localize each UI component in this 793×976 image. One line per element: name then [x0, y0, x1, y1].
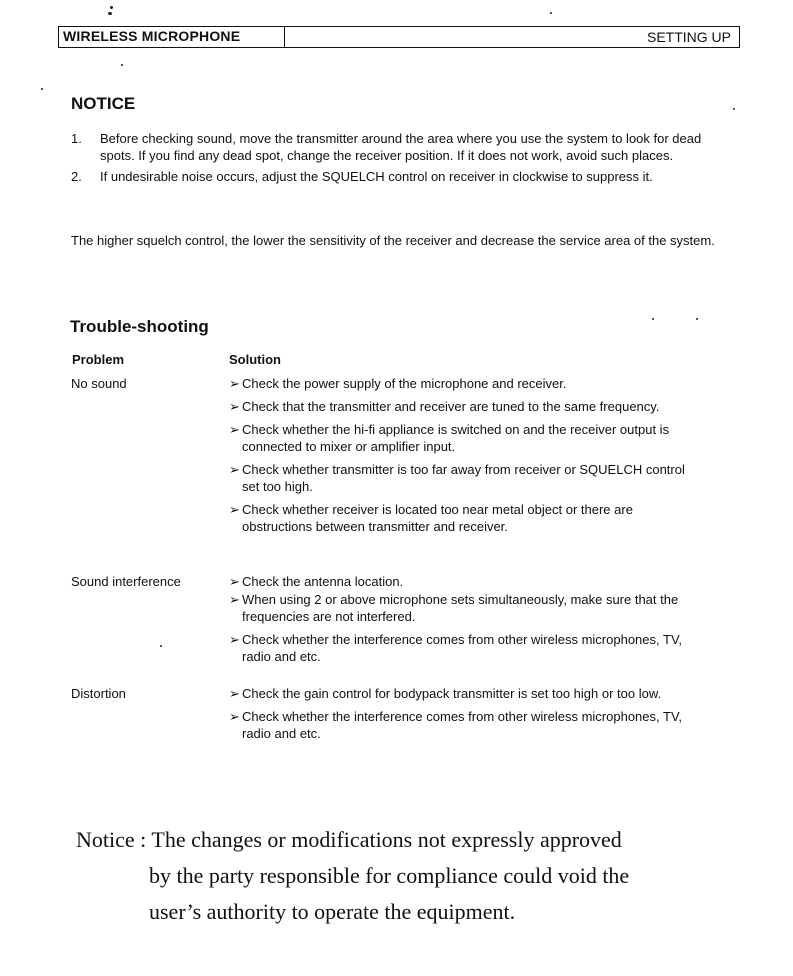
scan-speck [550, 12, 552, 14]
scan-speck [696, 318, 698, 320]
arrow-bullet-icon: ➢ [229, 686, 240, 701]
compliance-notice-label: Notice : [76, 827, 147, 852]
compliance-notice-text: The changes or modifications not expressly approved [151, 827, 622, 852]
notice-item-text: If undesirable noise occurs, adjust the SQUELCH control on receiver in clockwise to suppress it. [100, 169, 653, 184]
page-header [58, 26, 740, 48]
arrow-bullet-icon: ➢ [229, 462, 240, 477]
solution-text: Check whether the interference comes from other wireless microphones, TV, radio and etc. [242, 632, 683, 664]
notice-list [71, 130, 731, 189]
arrow-bullet-icon: ➢ [229, 399, 240, 414]
solution-item [229, 573, 699, 590]
problem-column-header: Problem [72, 352, 125, 367]
scan-speck [652, 318, 654, 320]
notice-item-number: 1. [71, 131, 82, 146]
solution-item [229, 398, 699, 415]
notice-item-text: Before checking sound, move the transmitter around the area where you use the system to look for dead spots. If you find any dead spot, change the receiver position. If it does not work, avoid such places. [100, 131, 702, 163]
solution-text: Check whether receiver is located too near metal object or there are obstructions between transmitter and receiver. [242, 502, 633, 534]
arrow-bullet-icon: ➢ [229, 422, 240, 437]
solution-item [229, 461, 699, 495]
solution-text: Check whether transmitter is too far away from receiver or SQUELCH control set too high. [242, 462, 685, 494]
scan-speck [733, 108, 735, 110]
compliance-notice-line: by the party responsible for compliance could void the [149, 863, 630, 888]
header-section-name: SETTING UP [646, 29, 731, 45]
solution-text: Check whether the interference comes from other wireless microphones, TV, radio and etc. [242, 709, 683, 741]
notice-item-number: 2. [71, 169, 82, 184]
solution-list [229, 375, 699, 541]
scan-speck [108, 12, 112, 15]
solution-column-header: Solution [229, 352, 281, 367]
problem-label: Sound interference [71, 574, 181, 589]
arrow-bullet-icon: ➢ [229, 502, 240, 517]
solution-item [229, 631, 699, 665]
notice-paragraph: The higher squelch control, the lower the sensitivity of the receiver and decrease the service area of the system. [71, 233, 715, 248]
scan-speck [160, 645, 162, 647]
header-product-name: WIRELESS MICROPHONE [59, 27, 285, 47]
problem-label: No sound [71, 376, 127, 391]
notice-title: NOTICE [71, 94, 136, 113]
arrow-bullet-icon: ➢ [229, 592, 240, 607]
solution-item [229, 421, 699, 455]
solution-item [229, 375, 699, 392]
arrow-bullet-icon: ➢ [229, 632, 240, 647]
solution-list [229, 573, 699, 671]
solution-item [229, 708, 699, 742]
solution-item [229, 591, 699, 625]
arrow-bullet-icon: ➢ [229, 709, 240, 724]
solution-text: When using 2 or above microphone sets simultaneously, make sure that the frequencies are not interfered. [242, 592, 679, 624]
problem-label: Distortion [71, 686, 126, 701]
compliance-notice-line [76, 822, 716, 858]
compliance-notice-line: user’s authority to operate the equipment. [149, 899, 516, 924]
arrow-bullet-icon: ➢ [229, 574, 240, 589]
compliance-notice [76, 822, 716, 930]
arrow-bullet-icon: ➢ [229, 376, 240, 391]
solution-item [229, 685, 699, 702]
scan-speck [110, 6, 113, 9]
solution-text: Check the antenna location. [242, 574, 404, 589]
solution-text: Check the gain control for bodypack transmitter is set too high or too low. [242, 686, 662, 701]
notice-item [71, 130, 731, 164]
troubleshooting-title: Trouble-shooting [70, 317, 209, 336]
scan-speck [41, 88, 43, 90]
notice-item [71, 168, 731, 185]
solution-text: Check the power supply of the microphone and receiver. [242, 376, 567, 391]
scan-speck [121, 64, 123, 66]
solution-text: Check that the transmitter and receiver are tuned to the same frequency. [242, 399, 660, 414]
solution-text: Check whether the hi-fi appliance is switched on and the receiver output is connected to mixer or amplifier input. [242, 422, 670, 454]
solution-list [229, 685, 699, 748]
solution-item [229, 501, 699, 535]
